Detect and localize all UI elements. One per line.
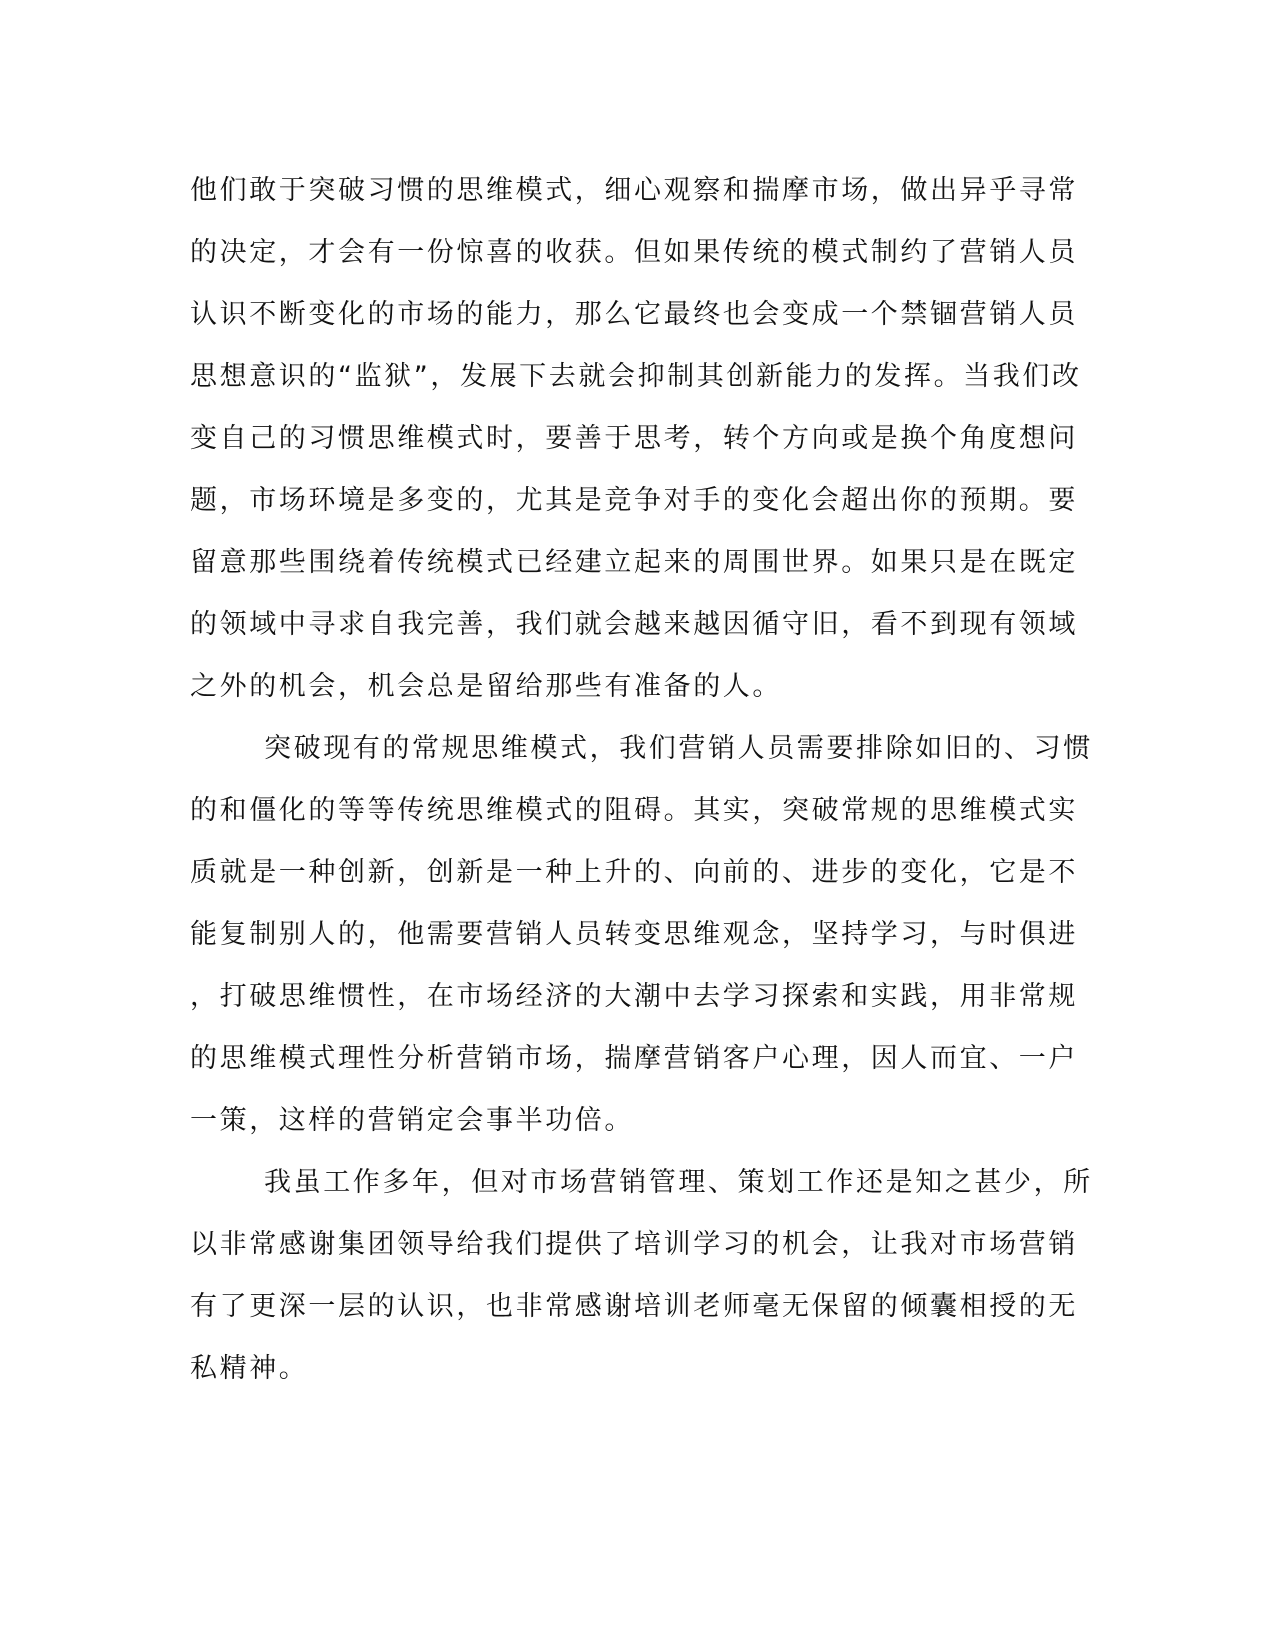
text-line: 思想意识的“监狱”，发展下去就会抑制其创新能力的发挥。当我们改 <box>190 361 1082 392</box>
text-line: 的领域中寻求自我完善，我们就会越来越因循守旧，看不到现有领域 <box>190 609 1078 640</box>
paragraph-2 <box>190 718 1093 1152</box>
paragraph-3 <box>190 1152 1093 1400</box>
text-line: 一策，这样的营销定会事半功倍。 <box>190 1105 634 1136</box>
paragraph-1 <box>190 160 1082 718</box>
text-line: 质就是一种创新，创新是一种上升的、向前的、进步的变化，它是不 <box>190 857 1078 888</box>
text-line-indented: 突破现有的常规思维模式，我们营销人员需要排除如旧的、习惯 <box>264 733 1093 764</box>
text-line: 之外的机会，机会总是留给那些有准备的人。 <box>190 671 782 702</box>
text-line: 的和僵化的等等传统思维模式的阻碍。其实，突破常规的思维模式实 <box>190 795 1078 826</box>
text-line: 能复制别人的，他需要营销人员转变思维观念，坚持学习，与时俱进 <box>190 919 1078 950</box>
text-line: 认识不断变化的市场的能力，那么它最终也会变成一个禁锢营销人员 <box>190 299 1078 330</box>
text-line-indented: 我虽工作多年，但对市场营销管理、策划工作还是知之甚少，所 <box>264 1167 1093 1198</box>
text-line: 有了更深一层的认识，也非常感谢培训老师毫无保留的倾囊相授的无 <box>190 1291 1078 1322</box>
text-line: 的思维模式理性分析营销市场，揣摩营销客户心理，因人而宜、一户 <box>190 1043 1078 1074</box>
text-line: 题，市场环境是多变的，尤其是竞争对手的变化会超出你的预期。要 <box>190 485 1078 516</box>
text-line: 他们敢于突破习惯的思维模式，细心观察和揣摩市场，做出异乎寻常 <box>190 175 1078 206</box>
text-line: 变自己的习惯思维模式时，要善于思考，转个方向或是换个角度想问 <box>190 423 1078 454</box>
body-text <box>190 160 1093 1400</box>
text-line: ，打破思维惯性，在市场经济的大潮中去学习探索和实践，用非常规 <box>190 981 1078 1012</box>
text-line: 私精神。 <box>190 1353 309 1384</box>
text-line: 的决定，才会有一份惊喜的收获。但如果传统的模式制约了营销人员 <box>190 237 1078 268</box>
text-line: 留意那些围绕着传统模式已经建立起来的周围世界。如果只是在既定 <box>190 547 1078 578</box>
text-line: 以非常感谢集团领导给我们提供了培训学习的机会，让我对市场营销 <box>190 1229 1078 1260</box>
